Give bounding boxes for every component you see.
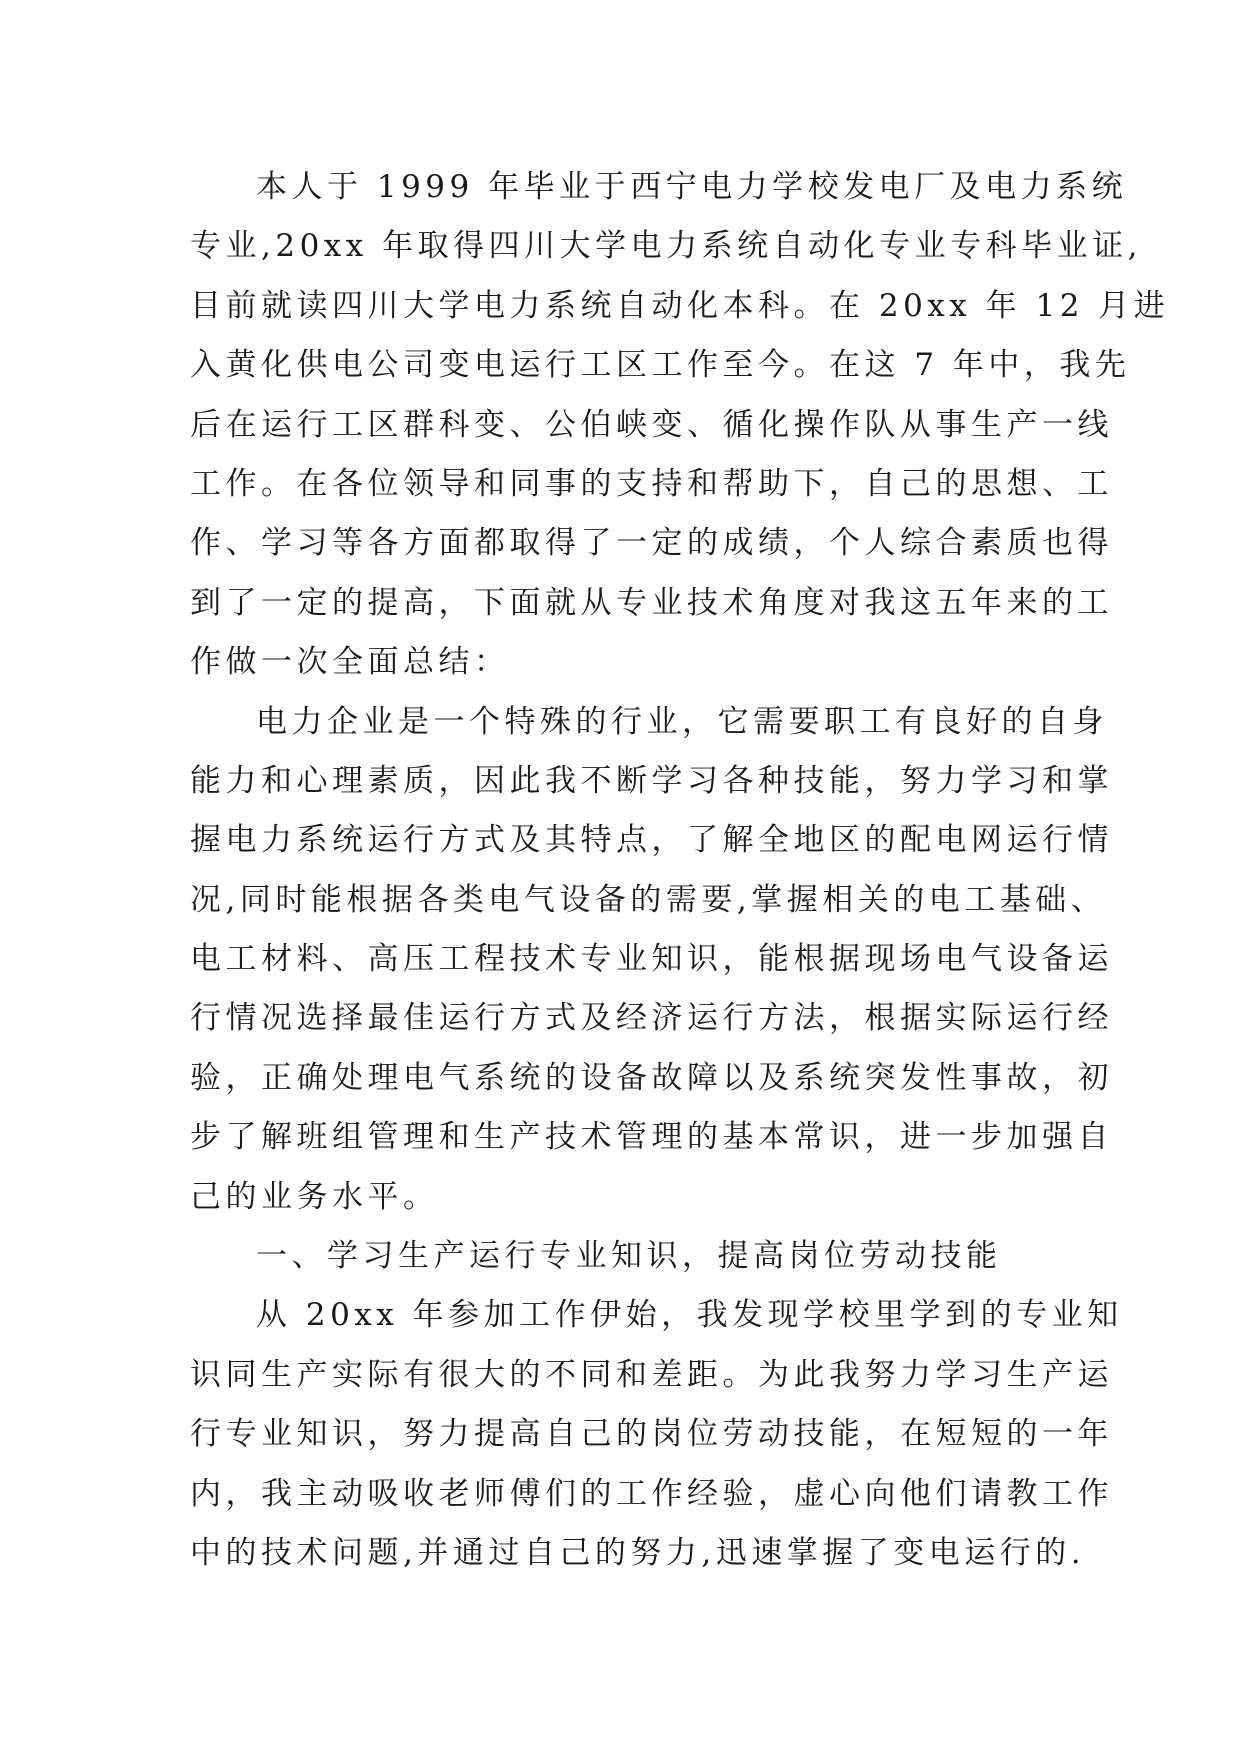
text-line: 后在运行工区群科变、公伯峡变、循化操作队从事生产一线 bbox=[190, 406, 1113, 443]
text-line: 内，我主动吸收老师傅们的工作经验，虚心向他们请教工作 bbox=[190, 1475, 1113, 1512]
section-heading: 一、学习生产运行专业知识，提高岗位劳动技能 bbox=[256, 1238, 1002, 1275]
text-line: 目前就读四川大学电力系统自动化本科。在 20xx 年 12 月进 bbox=[190, 287, 1170, 324]
text-line: 验，正确处理电气系统的设备故障以及系统突发性事故，初 bbox=[190, 1059, 1113, 1096]
text-line: 作、学习等各方面都取得了一定的成绩，个人综合素质也得 bbox=[190, 525, 1113, 562]
text-line: 况,同时能根据各类电气设备的需要,掌握相关的电工基础、 bbox=[190, 881, 1107, 918]
document-body bbox=[190, 158, 1170, 1583]
text-line: 专业,20xx 年取得四川大学电力系统自动化专业专科毕业证, bbox=[190, 228, 1142, 265]
text-line: 能力和心理素质，因此我不断学习各种技能，努力学习和掌 bbox=[190, 762, 1113, 799]
text-line: 作做一次全面总结： bbox=[190, 644, 510, 681]
text-line: 行情况选择最佳运行方式及经济运行方法，根据实际运行经 bbox=[190, 1000, 1113, 1037]
text-line: 到了一定的提高，下面就从专业技术角度对我这五年来的工 bbox=[190, 584, 1113, 621]
text-line: 握电力系统运行方式及其特点，了解全地区的配电网运行情 bbox=[190, 822, 1113, 859]
text-line: 中的技术问题,并通过自己的努力,迅速掌握了变电运行的. bbox=[190, 1534, 1086, 1571]
text-line: 从 20xx 年参加工作伊始，我发现学校里学到的专业知 bbox=[256, 1297, 1123, 1334]
text-line: 步了解班组管理和生产技术管理的基本常识，进一步加强自 bbox=[190, 1119, 1113, 1156]
text-line: 电力企业是一个特殊的行业，它需要职工有良好的自身 bbox=[256, 703, 1108, 740]
text-line: 本人于 1999 年毕业于西宁电力学校发电厂及电力系统 bbox=[256, 169, 1128, 205]
text-line: 行专业知识，努力提高自己的岗位劳动技能，在短短的一年 bbox=[190, 1416, 1113, 1453]
text-line: 电工材料、高压工程技术专业知识，能根据现场电气设备运 bbox=[190, 941, 1113, 978]
text-line: 己的业务水平。 bbox=[190, 1178, 439, 1215]
text-line: 识同生产实际有很大的不同和差距。为此我努力学习生产运 bbox=[190, 1356, 1113, 1393]
text-line: 入黄化供电公司变电运行工区工作至今。在这 7 年中，我先 bbox=[190, 347, 1131, 384]
text-line: 工作。在各位领导和同事的支持和帮助下，自己的思想、工 bbox=[190, 465, 1113, 502]
